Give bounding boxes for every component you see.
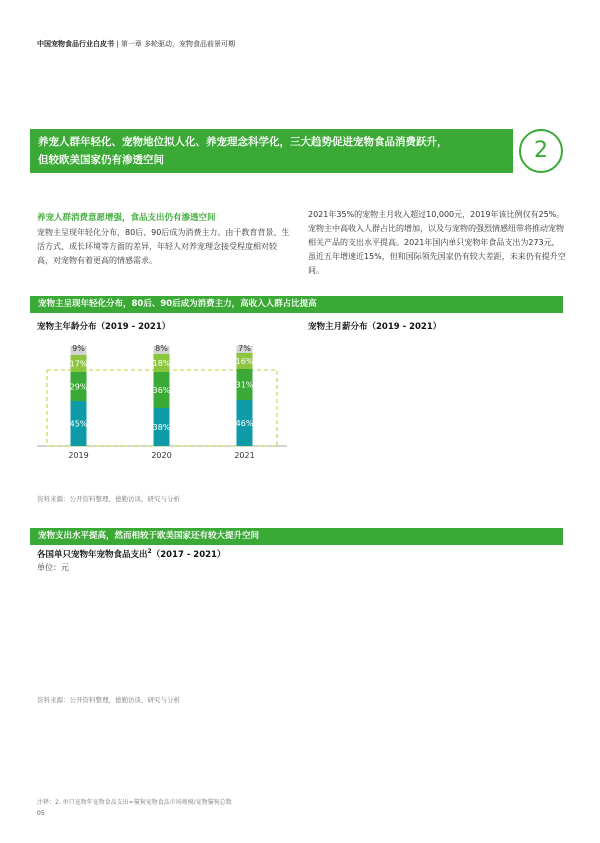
spend-chart-title-tail: （2017 - 2021）	[151, 550, 226, 560]
banner-line-2: 但较欧美国家仍有渗透空间	[38, 154, 164, 166]
intro-heading: 养宠人群消费意愿增强，食品支出仍有渗透空间	[37, 213, 216, 223]
age-label: 16%	[235, 357, 254, 366]
age-label: 36%	[152, 386, 171, 395]
source-2: 资料来源：公开资料整理，德勤访谈、研究与分析	[37, 696, 180, 704]
spend-chart-title	[37, 548, 225, 560]
age-chart	[37, 344, 287, 460]
section-bar-2: 宠物支出水平提高，然而相较于欧美国家还有较大提升空间	[30, 528, 563, 545]
age-label: 18%	[152, 359, 171, 368]
age-label: 45%	[69, 419, 88, 429]
footnote: 注释：2. 单只宠物年宠物食品支出=猫狗宠物食品市场规模/宠物猫狗总数	[37, 799, 232, 806]
age-tick: 2020	[151, 451, 172, 460]
spend-chart-title-sup: 2	[147, 548, 152, 556]
source-1: 资料来源：公开资料整理，德勤访谈、研究与分析	[37, 495, 180, 503]
age-label: 9%	[72, 344, 85, 353]
spend-chart-unit: 单位：元	[37, 563, 69, 572]
section-number: 2	[519, 129, 563, 173]
age-chart-title: 宠物主年龄分布（2019 - 2021）	[37, 322, 171, 332]
age-label: 7%	[238, 344, 251, 353]
age-label: 8%	[155, 344, 168, 353]
age-label: 31%	[235, 380, 254, 390]
page-number: 05	[37, 810, 45, 817]
section-bar-1: 宠物主呈现年轻化分布，80后、90后成为消费主力，高收入人群占比提高	[30, 296, 563, 313]
header-chapter: 第一章 多轮驱动，宠物食品前景可期	[120, 40, 236, 48]
header-separator: |	[116, 40, 119, 48]
income-chart-title: 宠物主月薪分布（2019 - 2021）	[308, 322, 442, 332]
age-label: 29%	[69, 382, 88, 392]
header-title: 中国宠物食品行业白皮书	[37, 40, 114, 48]
spend-chart-title-text: 各国单只宠物年宠物食品支出	[37, 550, 148, 560]
banner-line-1: 养宠人群年轻化、宠物地位拟人化、养宠理念科学化，三大趋势促进宠物食品消费跃升，	[38, 136, 448, 148]
age-label: 17%	[69, 359, 88, 369]
age-label: 46%	[235, 419, 254, 428]
intro-left-paragraph: 宠物主呈现年轻化分布，80后、90后成为消费主力。由于教育背景、生活方式、成长环境等方面的差异，年轻人对养宠理念接受程度相对较高，对宠物有着更高的情感需求。	[37, 228, 290, 265]
age-tick: 2021	[234, 451, 255, 460]
intro-right-paragraph: 2021年35%的宠物主月收入超过10,000元，2019年该比例仅有25%。宠物主中高收入人群占比的增加，以及与宠物的强烈情感纽带将推动宠物相关产品的支出水平提高。2021年国内单只宠物年食品支出为273元，虽近五年增速近15%，但和国际领先国家仍有较大差距，未来仍有提升空间。	[308, 210, 566, 275]
age-label: 38%	[152, 423, 171, 432]
age-tick: 2019	[68, 451, 89, 460]
